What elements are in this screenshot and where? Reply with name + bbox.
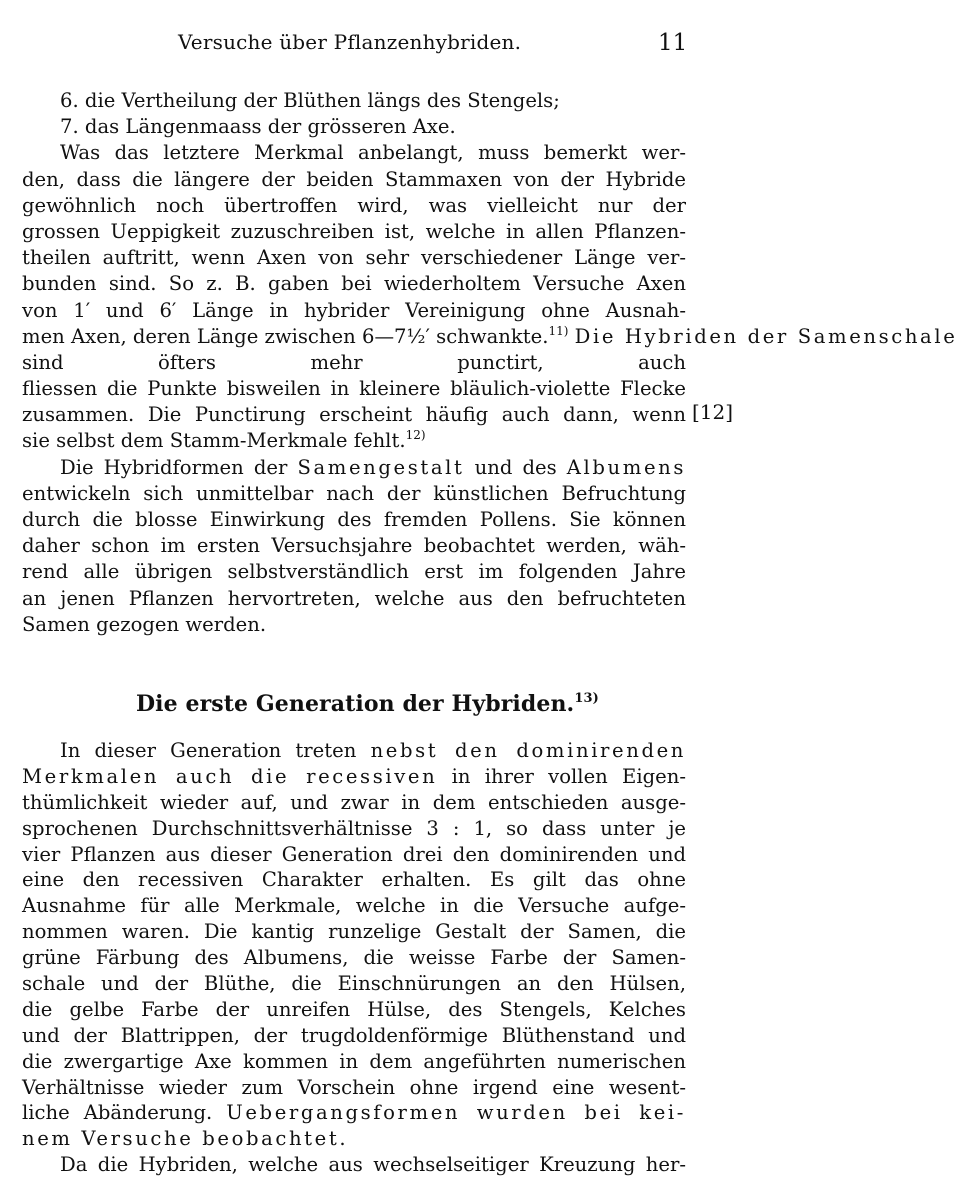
- text-line: daher schon im ersten Versuchsjahre beobachtet werden, wäh-: [22, 534, 686, 558]
- text-line: Verhältnisse wieder zum Vorschein ohne irgend eine wesent-: [22, 1075, 686, 1099]
- text-line: Ausnahme für alle Merkmale, welche in die Versuche aufge-: [22, 894, 686, 918]
- footnote-ref-11: 11): [548, 323, 569, 338]
- body-text-first: [22, 88, 957, 638]
- list-item: 6. die Vertheilung der Blüthen längs des Stengels;: [60, 89, 560, 112]
- text-line: Was das letztere Merkmal anbelangt, muss bemerkt wer-: [60, 141, 686, 165]
- text-line: an jenen Pflanzen hervortreten, welche aus den befruchteten: [22, 586, 686, 610]
- emphasis-merkmalen-recessiven: Merkmalen auch die recessiven: [22, 764, 438, 788]
- text-line: von 1′ und 6′ Länge in hybrider Vereinigung ohne Ausnah-: [22, 298, 686, 322]
- text-line: sind öfters mehr punctirt, auch: [22, 350, 686, 374]
- text-line: zusammen. Die Punctirung erscheint häufig auch dann, wenn: [22, 403, 686, 427]
- text-line: vier Pflanzen aus dieser Generation drei den dominirenden und: [22, 842, 686, 866]
- text-line: schale und der Blüthe, die Einschnürungen an den Hülsen,: [22, 972, 686, 996]
- text-fragment: und des: [474, 455, 557, 479]
- text-line: sprochenen Durchschnittsverhältnisse 3 : 1, so dass unter je: [22, 816, 686, 840]
- emphasis-samengestalt: Samengestalt: [297, 455, 465, 479]
- emphasis-nebst-dominirenden: nebst den dominirenden: [370, 739, 686, 762]
- text-line: thümlichkeit wieder auf, und zwar in dem entschieden ausge-: [22, 790, 686, 814]
- text-line: den, dass die längere der beiden Stammaxen von der Hybride: [22, 167, 686, 191]
- emphasis-albumens: Albumens: [566, 455, 687, 479]
- text-line-with-emphasis: [22, 1100, 686, 1126]
- section-heading: [136, 691, 599, 717]
- text-line: grüne Färbung des Albumens, die weisse Farbe der Samen-: [22, 946, 686, 970]
- page-number: 11: [658, 30, 688, 56]
- list-item: 7. das Längenmaass der grösseren Axe.: [60, 115, 456, 139]
- text-line: theilen auftritt, wenn Axen von sehr verschiedener Länge ver-: [22, 246, 686, 270]
- text-line: Samen gezogen werden.: [22, 612, 267, 636]
- text-line: grossen Ueppigkeit zuzuschreiben ist, welche in allen Pflanzen-: [22, 219, 686, 243]
- text-line: die gelbe Farbe der unreifen Hülse, des Stengels, Kelches: [22, 997, 686, 1021]
- text-line: fliessen die Punkte bisweilen in kleinere bläulich-violette Flecke: [22, 377, 686, 401]
- text-fragment: men Axen, deren Länge zwischen 6—7½′ schwankte.: [22, 324, 549, 348]
- text-line-with-emphasis: [22, 764, 686, 790]
- text-fragment: Die Hybridformen der: [60, 455, 288, 479]
- margin-page-reference: [12]: [692, 400, 734, 424]
- text-line: rend alle übrigen selbstverständlich erst im folgenden Jahre: [22, 560, 686, 584]
- section-heading-text: Die erste Generation der Hybriden.: [136, 691, 575, 717]
- footnote-ref-13: 13): [574, 691, 599, 706]
- text-fragment: sie selbst dem Stamm-Merkmale fehlt.: [22, 429, 406, 453]
- text-fragment: liche Abänderung.: [22, 1101, 213, 1125]
- text-fragment: In dieser Generation treten: [60, 739, 357, 762]
- emphasis-versuche-beobachtet: nem Versuche beobachtet.: [22, 1127, 349, 1151]
- text-line: entwickeln sich unmittelbar nach der künstlichen Befruchtung: [22, 481, 686, 505]
- text-line-with-note: [22, 323, 957, 350]
- body-text-second: [22, 738, 686, 1178]
- text-fragment: in ihrer vollen Eigen-: [451, 764, 686, 788]
- text-line: durch die blosse Einwirkung des fremden Pollens. Sie können: [22, 508, 686, 531]
- text-line: gewöhnlich noch übertroffen wird, was vielleicht nur der: [22, 193, 686, 217]
- footnote-ref-12: 12): [405, 428, 426, 443]
- text-line: eine den recessiven Charakter erhalten. Es gilt das ohne: [22, 868, 686, 892]
- text-line: bunden sind. So z. B. gaben bei wiederholtem Versuche Axen: [22, 272, 686, 296]
- text-line: und der Blattrippen, der trugdoldenförmige Blüthenstand und: [22, 1023, 686, 1047]
- text-line-with-emphasis: [22, 455, 686, 481]
- emphasis-uebergangsformen: Uebergangsformen wurden bei kei-: [226, 1101, 686, 1125]
- text-line-with-note: [22, 428, 686, 454]
- text-line: Da die Hybriden, welche aus wechselseitiger Kreuzung her-: [60, 1153, 686, 1177]
- running-title: Versuche über Pflanzenhybriden.: [178, 30, 522, 54]
- emphasis-hybriden-samenschale: Die Hybriden der Samenschale: [574, 324, 957, 348]
- text-line: nommen waren. Die kantig runzelige Gestalt der Samen, die: [22, 920, 686, 944]
- text-line-with-emphasis: [22, 738, 686, 764]
- text-line: die zwergartige Axe kommen in dem angeführten numerischen: [22, 1049, 686, 1073]
